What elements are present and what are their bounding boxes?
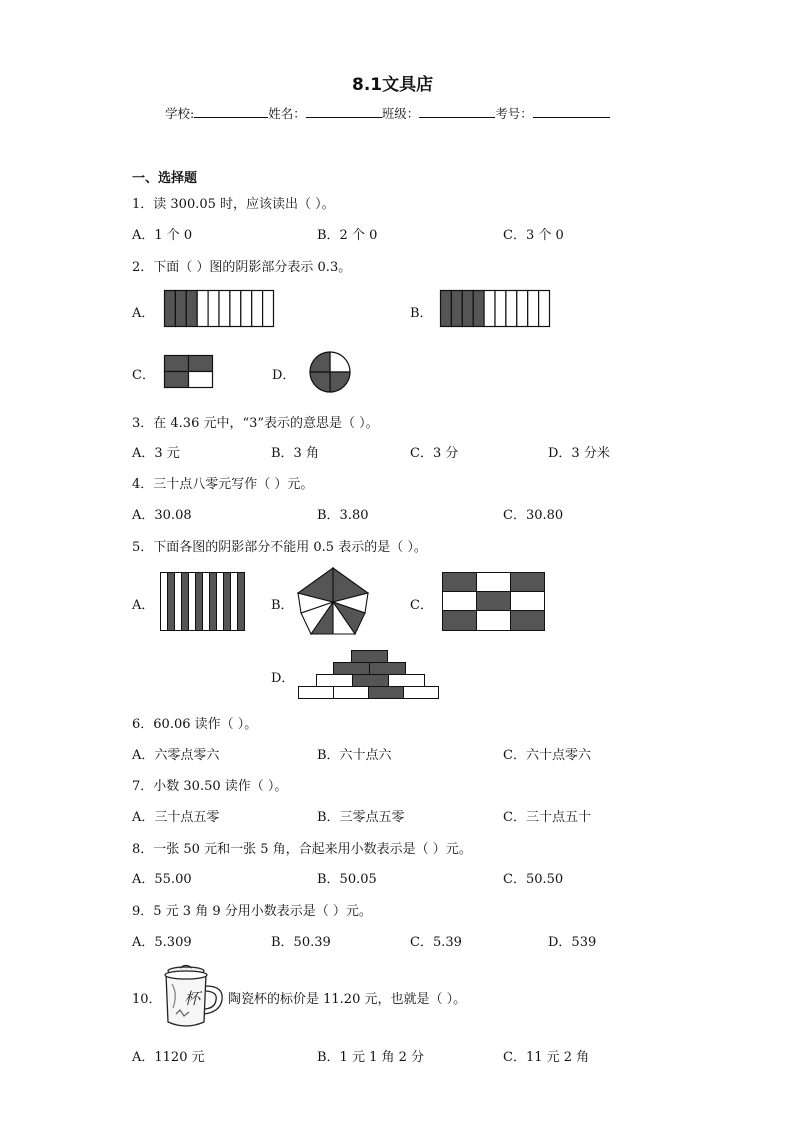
q9-option-b[interactable]: B．50.39 [271,935,331,950]
q3-option-d[interactable]: D．3 分米 [548,446,610,461]
q5-a-stripes-figure [160,572,245,631]
q2-option-b[interactable]: B． [410,306,433,321]
q5-option-d[interactable]: D． [271,671,295,686]
q2-a-strip-figure [164,290,274,327]
q3-option-a[interactable]: A．3 元 [132,446,180,461]
q1-option-c[interactable]: C．3 个 0 [503,228,564,243]
q4-option-b[interactable]: B．3.80 [317,508,369,523]
class-label: 班级： [381,106,420,121]
q2-option-a[interactable]: A． [132,306,155,321]
q9-option-a[interactable]: A．5.309 [132,935,192,950]
q2-c-square-figure [164,355,213,388]
q10-option-b[interactable]: B．1 元 1 角 2 分 [317,1050,425,1065]
q8-option-c[interactable]: C．50.50 [503,872,564,887]
question-10-stem: 陶瓷杯的标价是 11.20 元，也就是（ ）。 [228,992,467,1007]
question-4-stem: 4．三十点八零元写作（ ）元。 [132,477,314,492]
question-7-stem: 7．小数 30.50 读作（ ）。 [132,779,288,794]
name-blank[interactable] [306,105,382,118]
section-title: 一、选择题 [132,171,198,186]
q7-option-a[interactable]: A．三十点五零 [132,810,220,825]
q6-option-a[interactable]: A．六零点零六 [132,748,220,763]
q5-c-grid-figure [442,572,545,631]
cup-glyph: 杯 [184,989,201,1008]
q2-option-d[interactable]: D． [272,368,296,383]
q6-option-b[interactable]: B．六十点六 [317,748,392,763]
ceramic-cup-icon [158,964,228,1030]
number-blank[interactable] [533,105,610,118]
name-label: 姓名： [268,106,306,121]
q7-option-c[interactable]: C．三十点五十 [503,810,591,825]
question-3-stem: 3．在 4.36 元中，“3”表示的意思是（ ）。 [132,416,379,431]
q5-option-b[interactable]: B． [271,598,294,613]
q5-option-c[interactable]: C． [410,598,433,613]
q7-option-b[interactable]: B．三零点五零 [317,810,405,825]
question-9-stem: 9．5 元 3 角 9 分用小数表示是（ ）元。 [132,904,372,919]
q1-option-b[interactable]: B．2 个 0 [317,228,378,243]
question-6-stem: 6．60.06 读作（ ）。 [132,717,258,732]
question-8-stem: 8．一张 50 元和一张 5 角，合起来用小数表示是（ ）元。 [132,842,472,857]
question-2-stem: 2．下面（ ）图的阴影部分表示 0.3。 [132,260,352,275]
q2-option-c[interactable]: C． [132,368,155,383]
school-blank[interactable] [194,105,268,118]
question-10-number: 10． [132,992,162,1007]
q10-option-a[interactable]: A．1120 元 [132,1050,205,1065]
q8-option-a[interactable]: A．55.00 [132,872,192,887]
q9-option-c[interactable]: C．5.39 [410,935,462,950]
q8-option-b[interactable]: B．50.05 [317,872,377,887]
q9-option-d[interactable]: D．539 [548,935,597,950]
q5-b-pentagon-figure [296,566,370,636]
class-blank[interactable] [419,105,495,118]
q1-option-a[interactable]: A．1 个 0 [132,228,193,243]
question-1-stem: 1．读 300.05 时，应该读出（ ）。 [132,197,335,212]
q3-option-c[interactable]: C．3 分 [410,446,459,461]
q2-d-circle-figure [308,350,352,394]
question-5-stem: 5．下面各图的阴影部分不能用 0.5 表示的是（ ）。 [132,540,427,555]
number-label: 考号： [495,106,533,121]
q2-b-strip-figure [440,290,550,327]
q6-option-c[interactable]: C．六十点零六 [503,748,591,763]
q3-option-b[interactable]: B．3 角 [271,446,319,461]
q4-option-c[interactable]: C．30.80 [503,508,564,523]
page-title: 8.1文具店 [352,75,434,95]
q4-option-a[interactable]: A．30.08 [132,508,192,523]
q10-option-c[interactable]: C．11 元 2 角 [503,1050,590,1065]
student-info-line [165,104,610,122]
q5-d-bricks-figure [298,650,439,699]
q5-option-a[interactable]: A． [132,598,155,613]
school-label: 学校: [165,106,195,121]
